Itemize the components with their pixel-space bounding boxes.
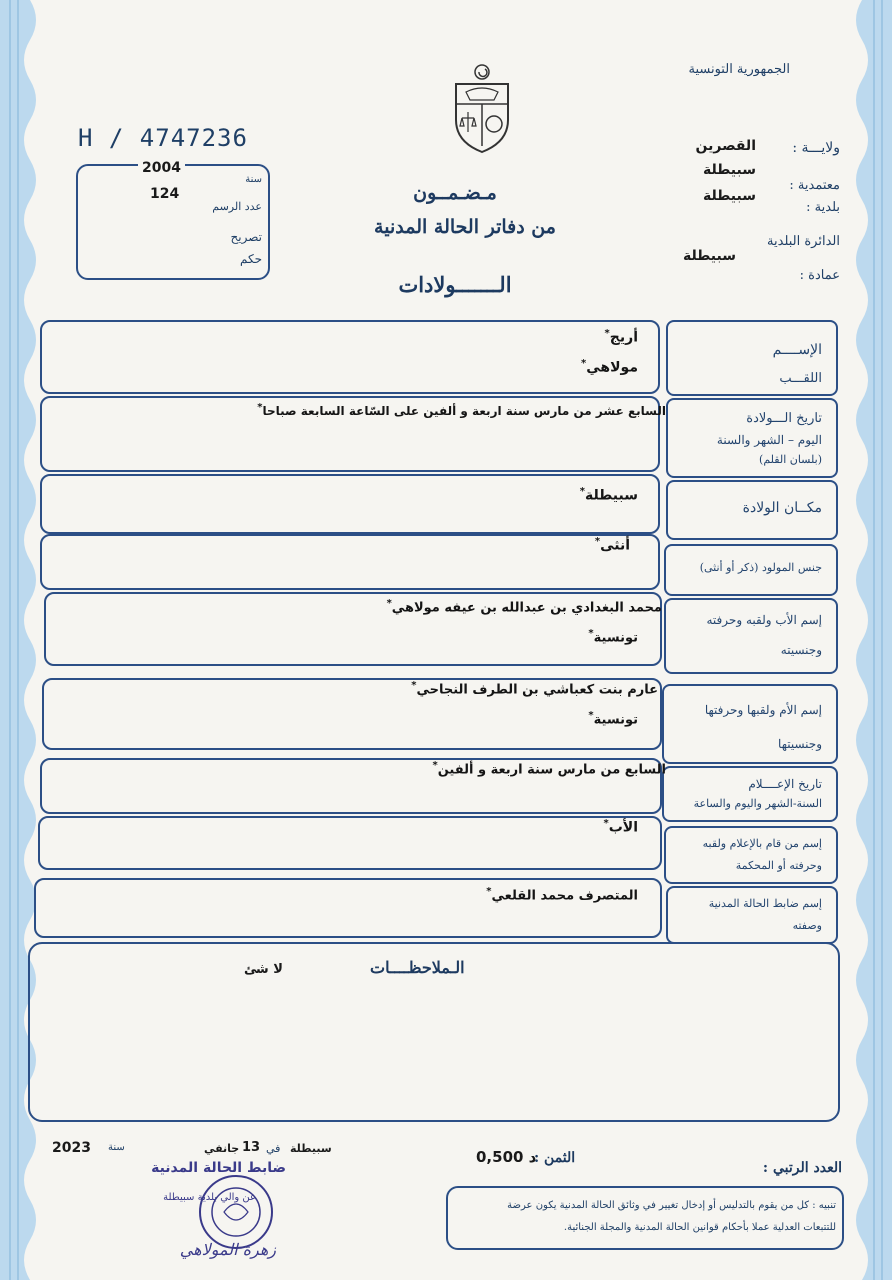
label-sex: جنس المولود (ذكر أو أنثى) xyxy=(699,561,822,574)
issue-day: 13 xyxy=(242,1140,261,1155)
value-mother-nationality: تونسية* xyxy=(588,710,638,728)
tunisia-coat-of-arms-icon xyxy=(448,62,516,154)
value-father: محمد البغدادي بن عبدالله بن عيفه مولاهي* xyxy=(386,598,662,616)
label-declaration-date: تاريخ الإعــــلام xyxy=(748,777,822,791)
warning-line-1: تنبيه : كل من يقوم بالتدليس أو إدخال تغيير في وثائق الحالة المدنية يكون عرضة xyxy=(507,1200,836,1211)
value-box-name xyxy=(40,320,660,394)
title-births: الـــــــولادات xyxy=(398,272,512,297)
republic-heading: الجمهورية التونسية xyxy=(688,62,790,77)
label-in-words: (بلسان القلم) xyxy=(759,453,822,466)
value-box-birth-place xyxy=(40,474,660,534)
value-sex: أنثى* xyxy=(594,536,630,554)
label-box-birth-place xyxy=(666,480,838,540)
label-officer: إسم ضابط الحالة المدنية xyxy=(708,897,822,910)
remarks-value: لا شئ xyxy=(244,962,283,977)
stamp-title: ضابط الحالة المدنية xyxy=(151,1160,286,1176)
label-box-sex xyxy=(664,544,838,596)
label-box-name xyxy=(666,320,838,396)
label-declarant: إسم من قام بالإعلام ولقبه xyxy=(702,837,822,850)
label-father: إسم الأب ولقبه وحرفته xyxy=(706,613,822,627)
ordinal-number-label: العدد الرتبي : xyxy=(762,1160,842,1176)
date-prefix: في xyxy=(266,1142,281,1155)
value-surname: مولاهي* xyxy=(581,358,638,376)
stamp-signature: زهرة المولاهي xyxy=(179,1240,276,1259)
registration-year: 2004 xyxy=(138,160,185,176)
issue-place: سبيطلة xyxy=(290,1142,332,1155)
right-guilloche-border xyxy=(842,0,892,1280)
serial-number: H / 4747236 xyxy=(78,124,248,152)
value-father-nationality: تونسية* xyxy=(588,628,638,646)
label-year: سنة xyxy=(245,174,262,185)
price-label: الثمن : xyxy=(534,1150,576,1166)
label-judgment: حكم xyxy=(239,252,262,266)
registration-number: 124 xyxy=(150,186,180,202)
value-first-name: أريج* xyxy=(604,328,638,346)
value-declaration-date: السابع من مارس سنة اربعة و ألفين* xyxy=(432,760,666,778)
label-father-nationality: وجنسيته xyxy=(780,643,822,657)
daira-label: الدائرة البلدية xyxy=(767,234,840,249)
label-officer-capacity: وصفته xyxy=(792,919,822,932)
value-officer: المتصرف محمد القلعي* xyxy=(486,886,638,904)
motamadia-label: معتمدية : xyxy=(789,178,840,193)
value-declarant: الأب* xyxy=(603,818,638,836)
value-birth-date: السابع عشر من مارس سنة اربعة و ألفين على السّاعة السابعة صباحا* xyxy=(257,402,666,418)
motamadia-value: سبيطلة xyxy=(702,162,756,178)
label-declaration-time: السنة-الشهر واليوم والساعة xyxy=(693,797,822,810)
baladia-label: بلدية : xyxy=(806,200,840,215)
wilaya-label: ولايـــة : xyxy=(792,140,840,156)
issue-month: جانفي xyxy=(204,1142,240,1155)
label-mother-nationality: وجنسيتها xyxy=(778,737,822,751)
label-declarant-court: وحرفته أو المحكمة xyxy=(735,859,822,872)
label-box-officer xyxy=(666,886,838,944)
label-box-mother xyxy=(662,684,838,764)
label-surname: اللقـــب xyxy=(779,371,822,386)
value-birth-place: سبيطلة* xyxy=(579,486,638,504)
wilaya-value: القصرين xyxy=(695,138,756,154)
label-birth-date: تاريخ الـــولادة xyxy=(746,411,822,426)
title-civil-registers: من دفاتر الحالة المدنية xyxy=(374,216,556,238)
remarks-box xyxy=(28,942,840,1122)
label-record-number: عدد الرسم xyxy=(212,200,262,213)
value-mother: عارم بنت كعباشي بن الطرف النجاحي* xyxy=(411,680,658,698)
year-label: سنة xyxy=(108,1142,125,1153)
label-mother: إسم الأم ولقبها وحرفتها xyxy=(704,703,822,717)
label-declaration: تصريح xyxy=(230,230,262,244)
stamp-subtitle: عن والي بلدية سبيطلة xyxy=(163,1192,256,1203)
warning-line-2: للتتبعات العدلية عملا بأحكام قوانين الحالة المدنية والمجلة الجنائية. xyxy=(563,1222,836,1233)
label-box-birth-date xyxy=(666,398,838,478)
label-birth-place: مكــان الولادة xyxy=(742,500,822,516)
issue-year: 2023 xyxy=(52,1140,91,1156)
price-value: 0,500 د xyxy=(476,1148,537,1166)
label-first-name: الإســــم xyxy=(772,342,822,358)
label-box-declarant xyxy=(664,826,838,884)
label-box-father xyxy=(664,598,838,674)
registration-box xyxy=(76,160,270,280)
baladia-value: سبيطلة xyxy=(702,188,756,204)
warning-box xyxy=(446,1186,844,1250)
imada-label: عمادة : xyxy=(799,268,840,283)
value-box-declarant xyxy=(38,816,662,870)
official-stamp xyxy=(96,1152,316,1272)
daira-value: سبيطلة xyxy=(682,248,736,264)
value-box-sex xyxy=(40,534,660,590)
remarks-label: الـملاحظــــات xyxy=(370,958,465,977)
label-day-month-year: اليوم – الشهر والسنة xyxy=(716,433,822,447)
label-box-declaration-date xyxy=(662,766,838,822)
title-summary: مـضـمــون xyxy=(413,182,497,204)
